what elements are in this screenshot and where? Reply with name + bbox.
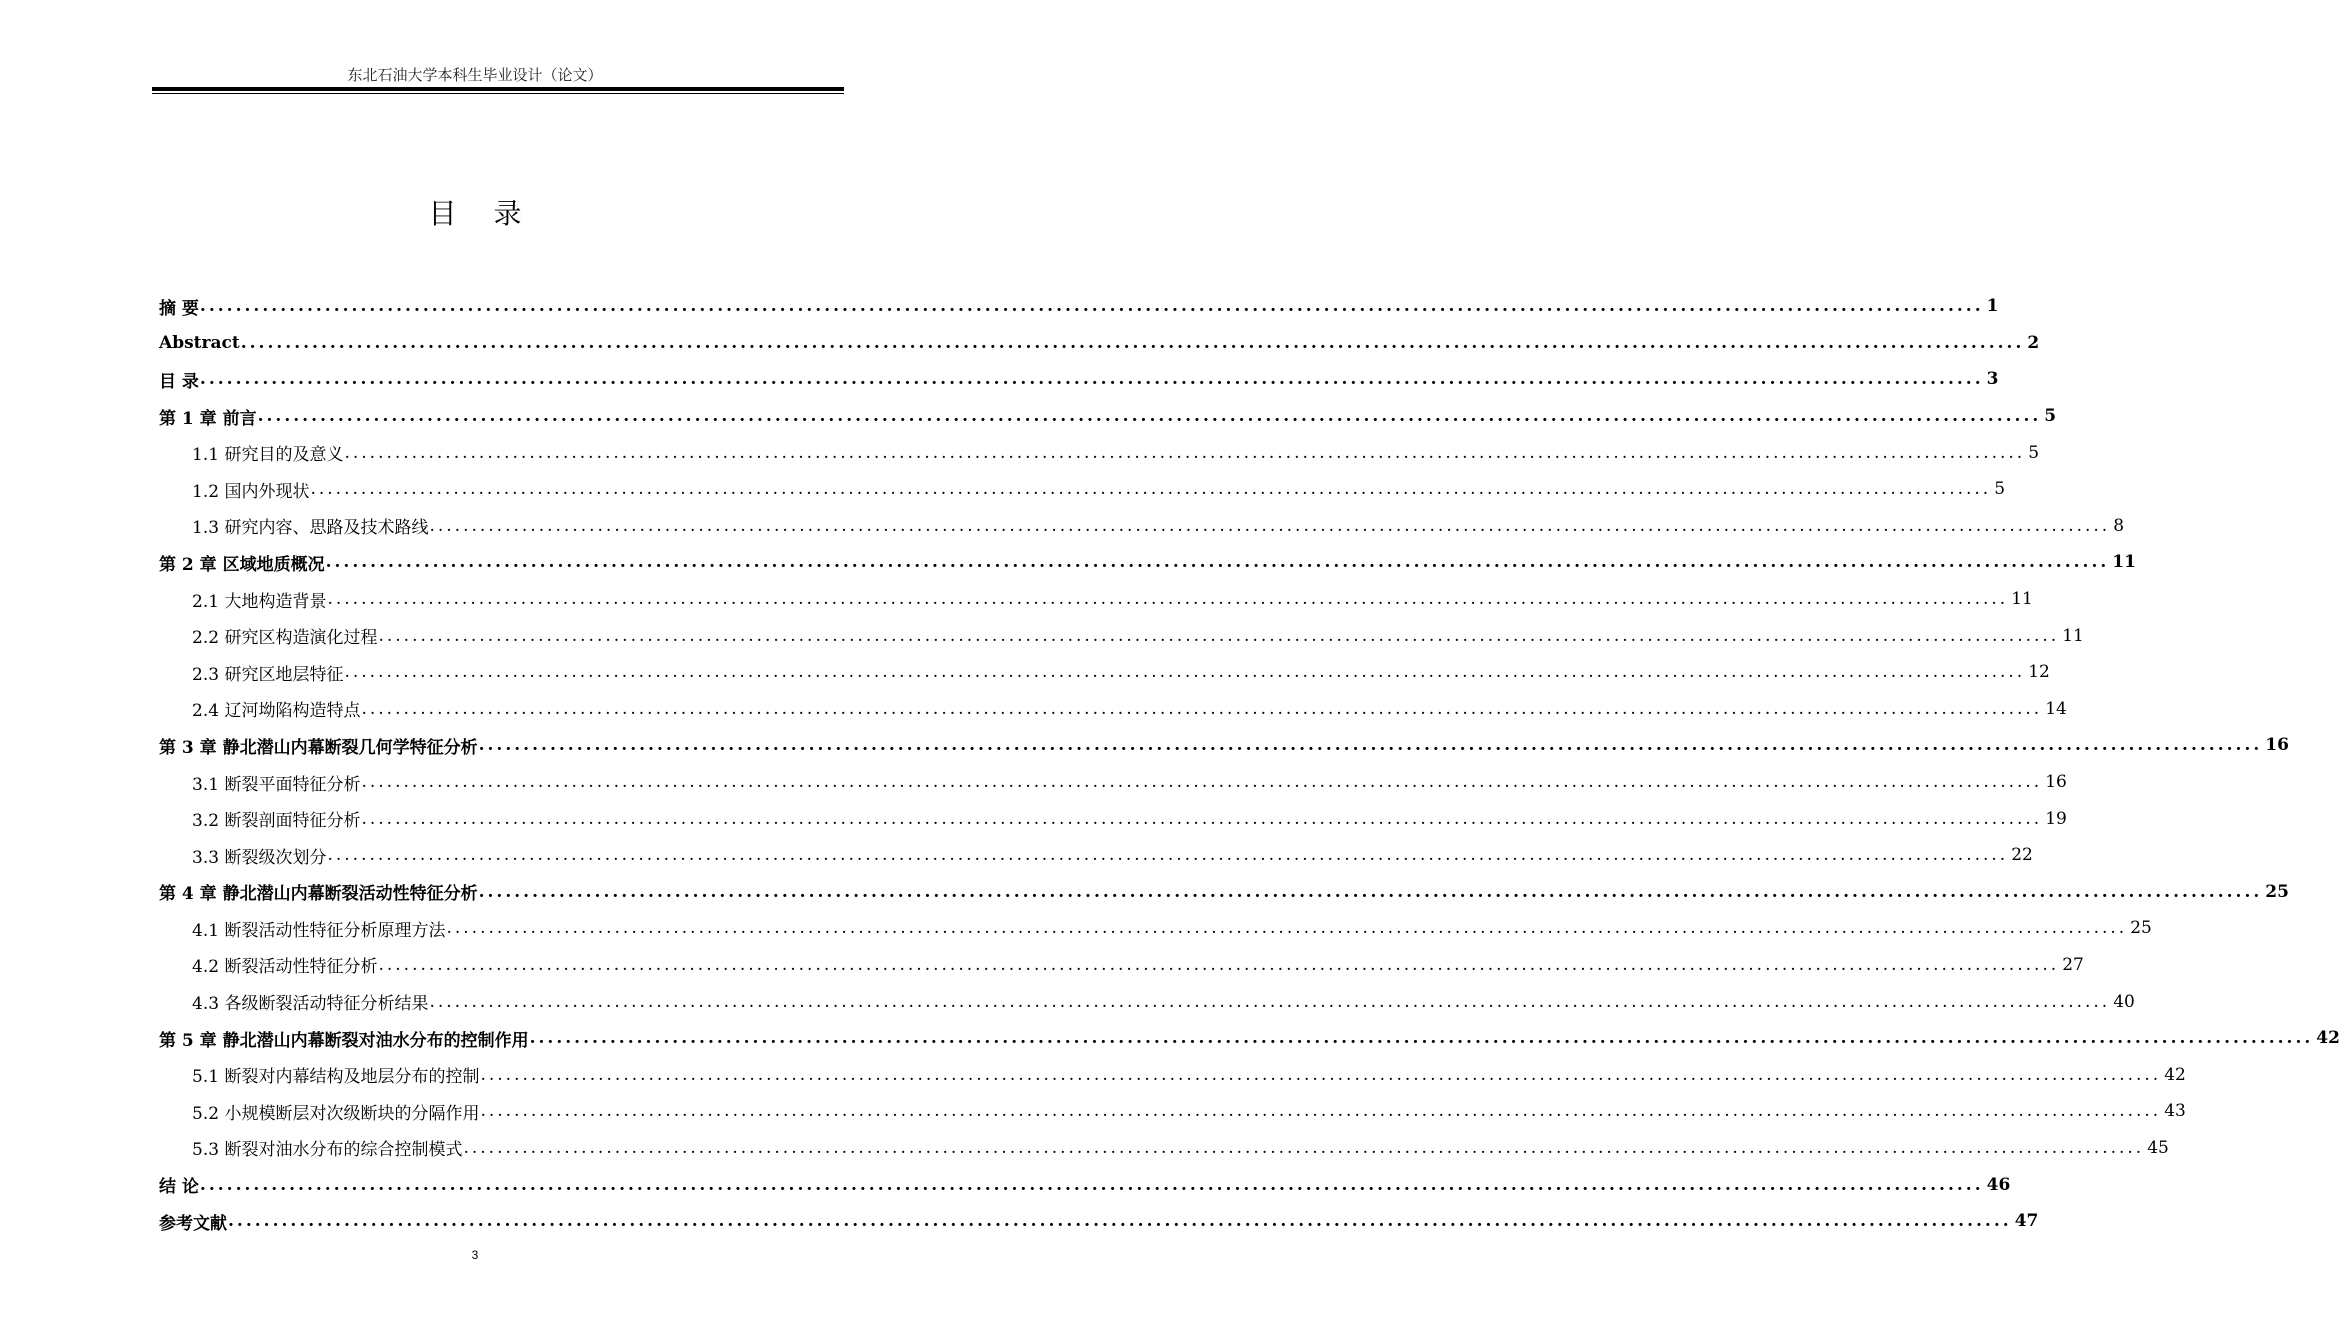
toc-entry[interactable] (159, 1093, 2186, 1130)
toc-entry-label: 3.2 断裂剖面特征分析 (192, 811, 361, 832)
toc-entry-page: 45 (2147, 1137, 2169, 1158)
toc-entry[interactable] (159, 800, 2067, 837)
toc-leader-dots: ........................................................................................................................................................................................................ (480, 1101, 2162, 1122)
toc-entry-page: 16 (2045, 772, 2067, 793)
toc-entry-label: 1.2 国内外现状 (192, 481, 310, 502)
toc-entry-label: 目 录 (159, 371, 199, 392)
toc-entry[interactable] (159, 837, 2033, 874)
toc-leader-dots: ........................................................................................................................................................................................................ (257, 406, 2042, 427)
toc-entry-page: 22 (2011, 845, 2033, 866)
toc-entry-page: 12 (2028, 662, 2050, 683)
toc-entry-page: 11 (2062, 625, 2084, 646)
toc-entry-page: 3 (1986, 369, 1999, 390)
toc-entry-label: 第 3 章 静北潜山内幕断裂几何学特征分析 (159, 737, 478, 758)
toc-entry[interactable] (159, 764, 2067, 801)
toc-entry-page: 1 (1986, 296, 1999, 317)
toc-leader-dots: ........................................................................................................................................................................................................ (199, 369, 1984, 390)
toc-entry[interactable] (159, 910, 2152, 947)
toc-leader-dots: ........................................................................................................................................................................................................ (429, 991, 2111, 1012)
toc-entry-label: 3.3 断裂级次划分 (192, 847, 327, 868)
toc-entry-label: 5.2 小规模断层对次级断块的分隔作用 (192, 1103, 480, 1124)
toc-leader-dots: ........................................................................................................................................................................................................ (327, 589, 2009, 610)
toc-entry-page: 11 (2112, 552, 2136, 573)
toc-entry-page: 43 (2164, 1101, 2186, 1122)
toc-entry-label: 参考文献 (159, 1213, 227, 1234)
toc-entry[interactable] (159, 398, 2057, 435)
toc-entry-label: 2.2 研究区构造演化过程 (192, 628, 378, 649)
toc-entry-page: 2 (2027, 332, 2040, 353)
toc-entry[interactable] (159, 1020, 2340, 1057)
toc-entry-label: 4.3 各级断裂活动特征分析结果 (192, 994, 429, 1015)
toc-leader-dots: ........................................................................................................................................................................................................ (478, 881, 2263, 902)
toc-leader-dots: ........................................................................................................................................................................................................ (480, 1064, 2162, 1085)
toc-entry[interactable] (159, 434, 2040, 471)
page-number: 3 (471, 1248, 479, 1262)
toc-leader-dots: ........................................................................................................................................................................................................ (240, 332, 2025, 353)
toc-entry-label: 第 5 章 静北潜山内幕断裂对油水分布的控制作用 (159, 1030, 529, 1051)
toc-entry[interactable] (159, 654, 2050, 691)
toc-entry[interactable] (159, 471, 2006, 508)
toc-entry-page: 42 (2316, 1028, 2340, 1049)
toc-entry[interactable] (159, 983, 2135, 1020)
toc-leader-dots: ........................................................................................................................................................................................................ (199, 296, 1984, 317)
toc-entry[interactable] (159, 1056, 2186, 1093)
toc-leader-dots: ........................................................................................................................................................................................................ (361, 808, 2043, 829)
toc-leader-dots: ........................................................................................................................................................................................................ (446, 918, 2128, 939)
toc-entry-label: 摘 要 (159, 298, 199, 319)
toc-entry[interactable] (159, 361, 1999, 398)
toc-entry-page: 14 (2045, 698, 2067, 719)
toc-entry[interactable] (159, 544, 2136, 581)
toc-entry-label: 1.1 研究目的及意义 (192, 445, 344, 466)
toc-entry[interactable] (159, 1166, 2011, 1203)
toc-leader-dots: ........................................................................................................................................................................................................ (344, 442, 2026, 463)
toc-entry[interactable] (159, 727, 2289, 764)
toc-entry-label: 4.2 断裂活动性特征分析 (192, 957, 378, 978)
toc-entry[interactable] (159, 947, 2084, 984)
toc-leader-dots: ........................................................................................................................................................................................................ (228, 1211, 2012, 1232)
toc-leader-dots: ........................................................................................................................................................................................................ (463, 1137, 2145, 1158)
toc-entry-page: 40 (2113, 991, 2135, 1012)
toc-entry-label: 5.3 断裂对油水分布的综合控制模式 (192, 1140, 463, 1161)
toc-entry-page: 5 (2044, 406, 2057, 427)
toc-entry-label: 1.3 研究内容、思路及技术路线 (192, 518, 429, 539)
toc-entry-page: 47 (2014, 1211, 2039, 1232)
toc-leader-dots: ........................................................................................................................................................................................................ (361, 698, 2043, 719)
toc-leader-dots: ........................................................................................................................................................................................................ (529, 1028, 2314, 1049)
table-of-contents (159, 288, 2340, 1239)
toc-entry-label: 2.3 研究区地层特征 (192, 664, 344, 685)
toc-entry-page: 5 (2028, 442, 2040, 463)
toc-leader-dots: ........................................................................................................................................................................................................ (378, 954, 2060, 975)
toc-entry-page: 27 (2062, 954, 2084, 975)
toc-entry-page: 46 (1986, 1174, 2011, 1195)
header-rule-thin (152, 93, 844, 94)
toc-entry[interactable] (159, 874, 2289, 911)
toc-leader-dots: ........................................................................................................................................................................................................ (310, 479, 1992, 500)
toc-entry[interactable] (159, 617, 2084, 654)
toc-entry-label: 3.1 断裂平面特征分析 (192, 774, 361, 795)
toc-entry-label: 4.1 断裂活动性特征分析原理方法 (192, 920, 446, 941)
toc-entry-page: 25 (2130, 918, 2152, 939)
toc-entry-page: 25 (2265, 881, 2289, 902)
toc-entry[interactable] (159, 581, 2033, 618)
toc-leader-dots: ........................................................................................................................................................................................................ (478, 735, 2263, 756)
toc-entry-label: 2.4 辽河坳陷构造特点 (192, 701, 361, 722)
toc-leader-dots: ........................................................................................................................................................................................................ (429, 515, 2111, 536)
toc-leader-dots: ........................................................................................................................................................................................................ (378, 625, 2060, 646)
toc-entry-label: 2.1 大地构造背景 (192, 591, 327, 612)
toc-leader-dots: ........................................................................................................................................................................................................ (344, 662, 2026, 683)
toc-entry-label: 5.1 断裂对内幕结构及地层分布的控制 (192, 1067, 480, 1088)
toc-entry[interactable] (159, 1130, 2169, 1167)
toc-entry-label: 第 1 章 前言 (159, 408, 257, 429)
toc-entry-label: 第 4 章 静北潜山内幕断裂活动性特征分析 (159, 884, 478, 905)
toc-leader-dots: ........................................................................................................................................................................................................ (325, 552, 2110, 573)
toc-entry[interactable] (159, 288, 1999, 325)
toc-entry-page: 16 (2265, 735, 2289, 756)
toc-entry-page: 5 (1994, 479, 2006, 500)
toc-entry[interactable] (159, 1203, 2039, 1240)
toc-entry-label: 结 论 (159, 1177, 199, 1198)
toc-leader-dots: ........................................................................................................................................................................................................ (199, 1174, 1984, 1195)
toc-title: 目 录 (428, 197, 536, 230)
toc-entry-page: 42 (2164, 1064, 2186, 1085)
header-rule-thick (152, 87, 844, 91)
toc-entry[interactable] (159, 325, 2040, 362)
toc-entry-page: 19 (2045, 808, 2067, 829)
header-title: 东北石油大学本科生毕业设计（论文） (347, 66, 603, 84)
toc-entry-page: 8 (2113, 515, 2125, 536)
toc-leader-dots: ........................................................................................................................................................................................................ (361, 772, 2043, 793)
toc-entry[interactable] (159, 508, 2125, 545)
toc-entry-label: 第 2 章 区域地质概况 (159, 554, 325, 575)
toc-leader-dots: ........................................................................................................................................................................................................ (327, 845, 2009, 866)
toc-entry-label: Abstract (159, 332, 240, 353)
toc-entry[interactable] (159, 691, 2067, 728)
toc-entry-page: 11 (2011, 589, 2033, 610)
